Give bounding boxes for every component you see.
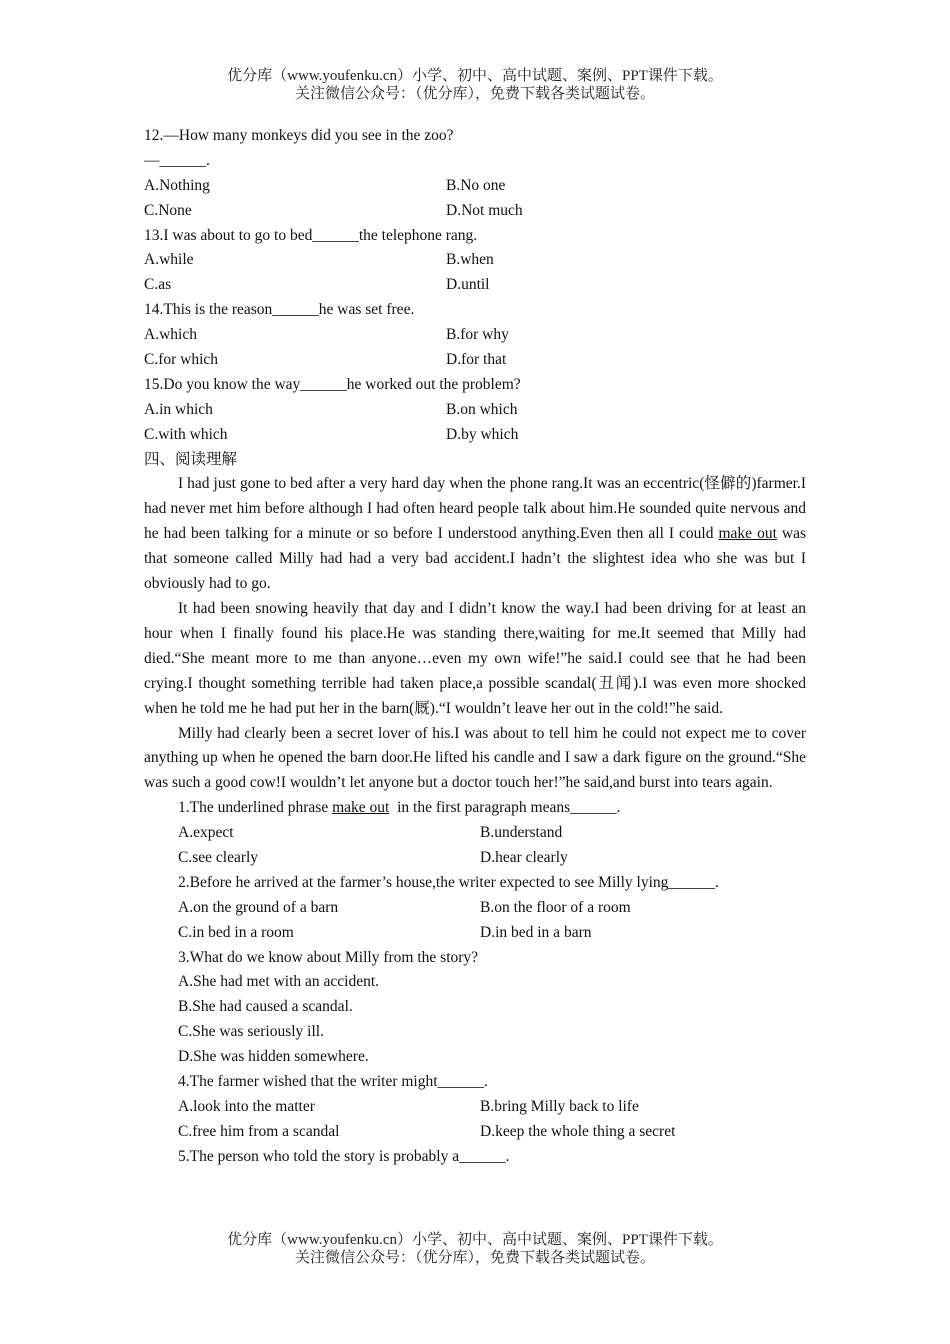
reading-questions	[144, 796, 806, 1169]
rq2-option-b: B.on the floor of a room	[480, 898, 631, 916]
q13-stem: 13.I was about to go to bed______the telephone rang.	[144, 226, 478, 244]
passage-paragraph-2: It had been snowing heavily that day and I didn’t know the way.I had been driving for at least an hour when I finally found his place.He was standing there,waiting for me.It seemed that Milly had died.“She meant more to me than anyone…even my own wife!”he said.I could see that he had been crying.I thought something terrible had taken place,a possible scandal(丑闻).I was even more shocked when he told me he had put her in the barn(厩).“I wouldn’t leave her out in the cold!”he said.	[144, 600, 806, 717]
rq4-option-a: A.look into the matter	[178, 1097, 315, 1115]
q15-option-d: D.by which	[446, 425, 519, 443]
q12-stem: 12.—How many monkeys did you see in the zoo?	[144, 127, 454, 144]
rq4-options-row-1	[178, 1095, 806, 1120]
q14-option-b: B.for why	[446, 326, 509, 344]
q13-options-row-2	[144, 273, 806, 298]
q13-option-d: D.until	[446, 276, 490, 294]
rq1-stem-start: 1.The underlined phrase	[178, 799, 333, 817]
q12-options-row-1	[144, 174, 806, 199]
rq4-stem: 4.The farmer wished that the writer might______.	[178, 1073, 488, 1091]
rq1-options-row-1	[178, 821, 806, 846]
section-title: 四、阅读理解	[144, 450, 238, 468]
page-header	[0, 67, 950, 103]
rq1-option-a: A.expect	[178, 824, 234, 842]
rq3-option-a: A.She had met with an accident.	[178, 973, 380, 991]
rq1-option-d: D.hear clearly	[480, 849, 568, 867]
q15-option-c: C.with which	[144, 425, 228, 443]
q12-option-a: A.Nothing	[144, 176, 210, 194]
p1-text-end: was that someone called Milly had had a very bad accident.I hadn’t the slightest idea who she was but I obviously had to go.	[144, 525, 807, 593]
rq4-options-row-2	[178, 1120, 806, 1145]
rq1-option-b: B.understand	[480, 824, 563, 842]
footer-line-1: 优分库（www.youfenku.cn）小学、初中、高中试题、案例、PPT课件下载。	[227, 1232, 723, 1248]
rq4-option-d: D.keep the whole thing a secret	[480, 1122, 676, 1140]
rq1-options-row-2	[178, 846, 806, 871]
q15-option-a: A.in which	[144, 400, 213, 418]
q14-options-row-1	[144, 323, 806, 348]
rq2-option-a: A.on the ground of a barn	[178, 898, 339, 916]
rq2-option-d: D.in bed in a barn	[480, 923, 592, 941]
rq3-option-b: B.She had caused a scandal.	[178, 998, 353, 1016]
q14-option-c: C.for which	[144, 351, 219, 369]
q14-options-row-2	[144, 348, 806, 373]
rq3-stem: 3.What do we know about Milly from the story?	[178, 948, 479, 966]
rq2-stem: 2.Before he arrived at the farmer’s house,the writer expected to see Milly lying______.	[178, 873, 719, 891]
q12-options-row-2	[144, 199, 806, 224]
rq1-stem-end: in the first paragraph means______.	[389, 799, 621, 817]
exam-content	[144, 124, 806, 1170]
rq3-option-c: C.She was seriously ill.	[178, 1023, 324, 1041]
passage-paragraph-3: Milly had clearly been a secret lover of his.I was about to tell him he could not expect me to cover anything up when he opened the barn door.He lifted his candle and I saw a dark figure on the ground.“She was such a good cow!I wouldn’t let anyone but a doctor touch her!”he said,and burst into tears again.	[144, 724, 806, 792]
footer-line-2: 关注微信公众号：（优分库），免费下载各类试题试卷。	[294, 1250, 655, 1266]
rq1-stem	[178, 796, 806, 821]
underlined-phrase: make out	[718, 525, 777, 543]
q14-option-a: A.which	[144, 326, 197, 344]
rq5-stem: 5.The person who told the story is probably a______.	[178, 1147, 510, 1165]
q12-option-d: D.Not much	[446, 201, 523, 219]
rq1-option-c: C.see clearly	[178, 849, 259, 867]
rq4-option-b: B.bring Milly back to life	[480, 1097, 639, 1115]
q15-options-row-2	[144, 423, 806, 448]
p1-text-start: I had just gone to bed after a very hard day when the phone rang.It was an eccentric(怪僻的)farmer.I had never met him before although I had often heard people talk about him.He sounded quite nervous and he had been talking for a minute or so before I understood anything.Even then all I could	[144, 475, 806, 543]
rq4-option-c: C.free him from a scandal	[178, 1122, 340, 1140]
passage-paragraph-1	[144, 472, 806, 597]
page-footer	[0, 1231, 950, 1267]
q13-option-a: A.while	[144, 251, 194, 269]
q12-option-b: B.No one	[446, 176, 506, 194]
header-line-2: 关注微信公众号：（优分库），免费下载各类试题试卷。	[294, 86, 655, 102]
q12-answer-line: —______.	[144, 151, 210, 169]
q14-option-d: D.for that	[446, 351, 507, 369]
rq2-options-row-1	[178, 896, 806, 921]
q13-option-b: B.when	[446, 251, 494, 269]
q13-options-row-1	[144, 248, 806, 273]
rq2-option-c: C.in bed in a room	[178, 923, 294, 941]
q14-stem: 14.This is the reason______he was set free.	[144, 301, 415, 319]
q15-stem: 15.Do you know the way______he worked out the problem?	[144, 375, 521, 393]
q13-option-c: C.as	[144, 276, 172, 294]
rq2-options-row-2	[178, 921, 806, 946]
q15-option-b: B.on which	[446, 400, 518, 418]
rq3-option-d: D.She was hidden somewhere.	[178, 1048, 369, 1066]
rq1-underlined-phrase: make out	[332, 799, 390, 817]
q12-option-c: C.None	[144, 201, 192, 219]
q15-options-row-1	[144, 398, 806, 423]
header-line-1: 优分库（www.youfenku.cn）小学、初中、高中试题、案例、PPT课件下载。	[227, 68, 723, 84]
